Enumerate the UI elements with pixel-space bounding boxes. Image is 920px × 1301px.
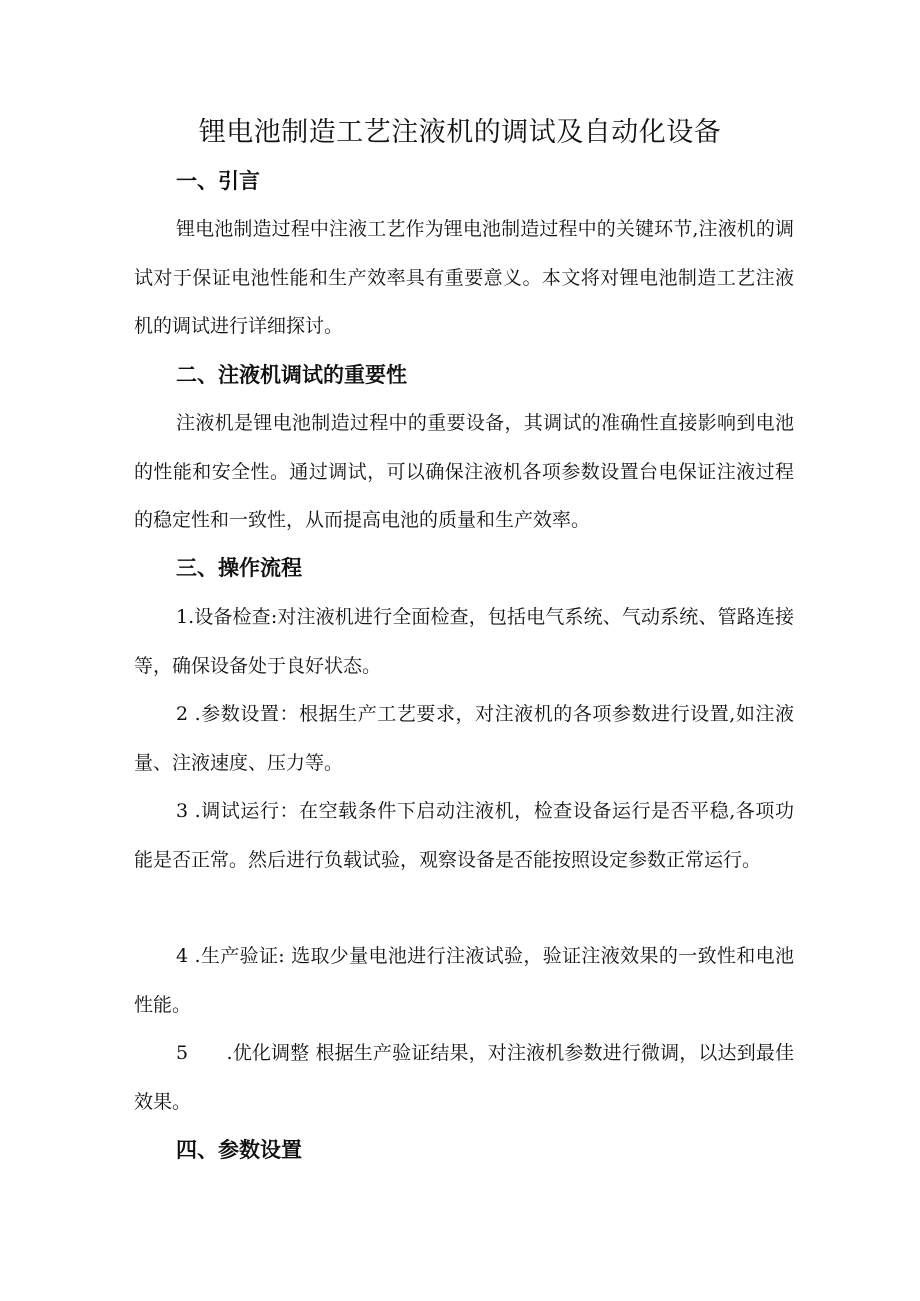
section-heading-procedure: 三、操作流程 [176,556,302,580]
procedure-step-1: 1.设备检查:对注液机进行全面检查，包括电气系统、气动系统、管路连接等，确保设备处于良好状态。 [134,606,794,677]
procedure-step-5: 5 .优化调整 根据生产验证结果，对注液机参数进行微调，以达到最佳效果。 [134,1042,794,1113]
procedure-step-3: 3 .调试运行：在空载条件下启动注液机，检查设备运行是否平稳,各项功能是否正常。然后进行负载试验，观察设备是否能按照设定参数正常运行。 [134,800,794,871]
intro-paragraph: 锂电池制造过程中注液工艺作为锂电池制造过程中的关键环节,注液机的调试对于保证电池性能和生产效率具有重要意义。本文将对锂电池制造工艺注液机的调试进行详细探讨。 [134,218,794,337]
procedure-step-2: 2 .参数设置：根据生产工艺要求，对注液机的各项参数进行设置,如注液量、注液速度、压力等。 [134,703,794,774]
document-title: 锂电池制造工艺注液机的调试及自动化设备 [198,117,722,148]
procedure-step-4: 4 .生产验证: 选取少量电池进行注液试验，验证注液效果的一致性和电池性能。 [134,945,794,1016]
section-heading-parameters: 四、参数设置 [176,1138,302,1162]
section-heading-introduction: 一、引言 [176,169,260,193]
section-heading-importance: 二、注液机调试的重要性 [176,363,407,387]
importance-paragraph: 注液机是锂电池制造过程中的重要设备，其调试的准确性直接影响到电池的性能和安全性。通过调试，可以确保注液机各项参数设置台电保证注液过程的稳定性和一致性，从而提高电池的质量和生产效率。 [134,412,794,531]
